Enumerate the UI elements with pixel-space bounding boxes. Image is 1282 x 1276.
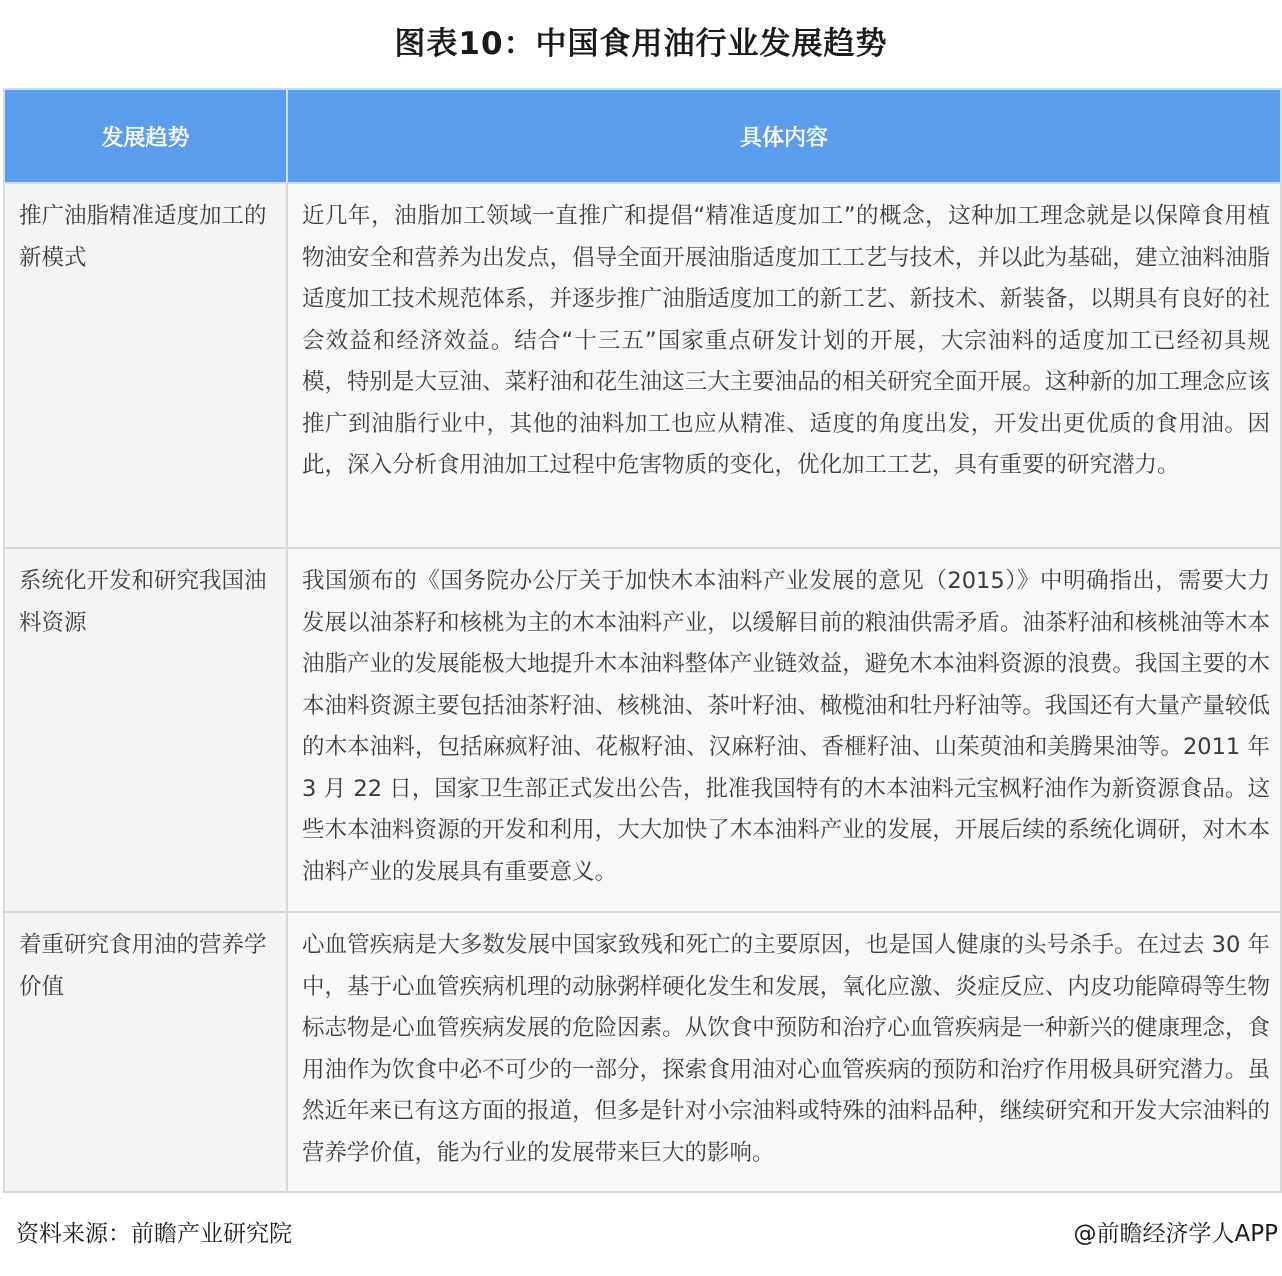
table-row [4,912,1281,1192]
page-title: 图表10：中国食用油行业发展趋势 [394,26,888,62]
table-header-row [4,89,1281,183]
source-note: 资料来源：前瞻产业研究院 [16,1221,292,1247]
credit-note: @前瞻经济学人APP [1073,1221,1278,1247]
content-cell: 近几年，油脂加工领域一直推广和提倡“精准适度加工”的概念，这种加工理念就是以保障食用植物油安全和营养为出发点，倡导全面开展油脂适度加工工艺与技术，并以此为基础，建立油料油脂适度加工技术规范体系，并逐步推广油脂适度加工的新工艺、新技术、新装备，以期具有良好的社会效益和经济效益。结合“十三五”国家重点研发计划的开展，大宗油料的适度加工已经初具规模，特别是大豆油、菜籽油和花生油这三大主要油品的相关研究全面开展。这种新的加工理念应该推广到油脂行业中，其他的油料加工也应从精准、适度的角度出发，开发出更优质的食用油。因此，深入分析食用油加工过程中危害物质的变化，优化加工工艺，具有重要的研究潜力。 [287,183,1281,548]
trend-cell: 系统化开发和研究我国油料资源 [4,548,287,912]
table-row [4,548,1281,912]
content-cell: 我国颁布的《国务院办公厅关于加快木本油料产业发展的意见（2015）》中明确指出，需要大力发展以油茶籽和核桃为主的木本油料产业，以缓解目前的粮油供需矛盾。油茶籽油和核桃油等木本油脂产业的发展能极大地提升木本油料整体产业链效益，避免木本油料资源的浪费。我国主要的木本油料资源主要包括油茶籽油、核桃油、茶叶籽油、橄榄油和牡丹籽油等。我国还有大量产量较低的木本油料，包括麻疯籽油、花椒籽油、汉麻籽油、香榧籽油、山茱萸油和美腾果油等。2011 年 3 月 22 日，国家卫生部正式发出公告，批准我国特有的木本油料元宝枫籽油作为新资源食品。这些木本油料资源的开发和利用，大大加快了木本油料产业的发展，开展后续的系统化调研，对木本油料产业的发展具有重要意义。 [287,548,1281,912]
table-row [4,183,1281,548]
trend-cell: 着重研究食用油的营养学价值 [4,912,287,1192]
column-header-content: 具体内容 [287,89,1281,183]
trend-cell: 推广油脂精准适度加工的新模式 [4,183,287,548]
content-cell: 心血管疾病是大多数发展中国家致残和死亡的主要原因，也是国人健康的头号杀手。在过去 30 年中，基于心血管疾病机理的动脉粥样硬化发生和发展，氧化应激、炎症反应、内皮功能障碍等生物标志物是心血管疾病发展的危险因素。从饮食中预防和治疗心血管疾病是一种新兴的健康理念，食用油作为饮食中必不可少的一部分，探索食用油对心血管疾病的预防和治疗作用极具研究潜力。虽然近年来已有这方面的报道，但多是针对小宗油料或特殊的油料品种，继续研究和开发大宗油料的营养学价值，能为行业的发展带来巨大的影响。 [287,912,1281,1192]
column-header-trend: 发展趋势 [4,89,287,183]
trend-table [3,88,1282,1193]
